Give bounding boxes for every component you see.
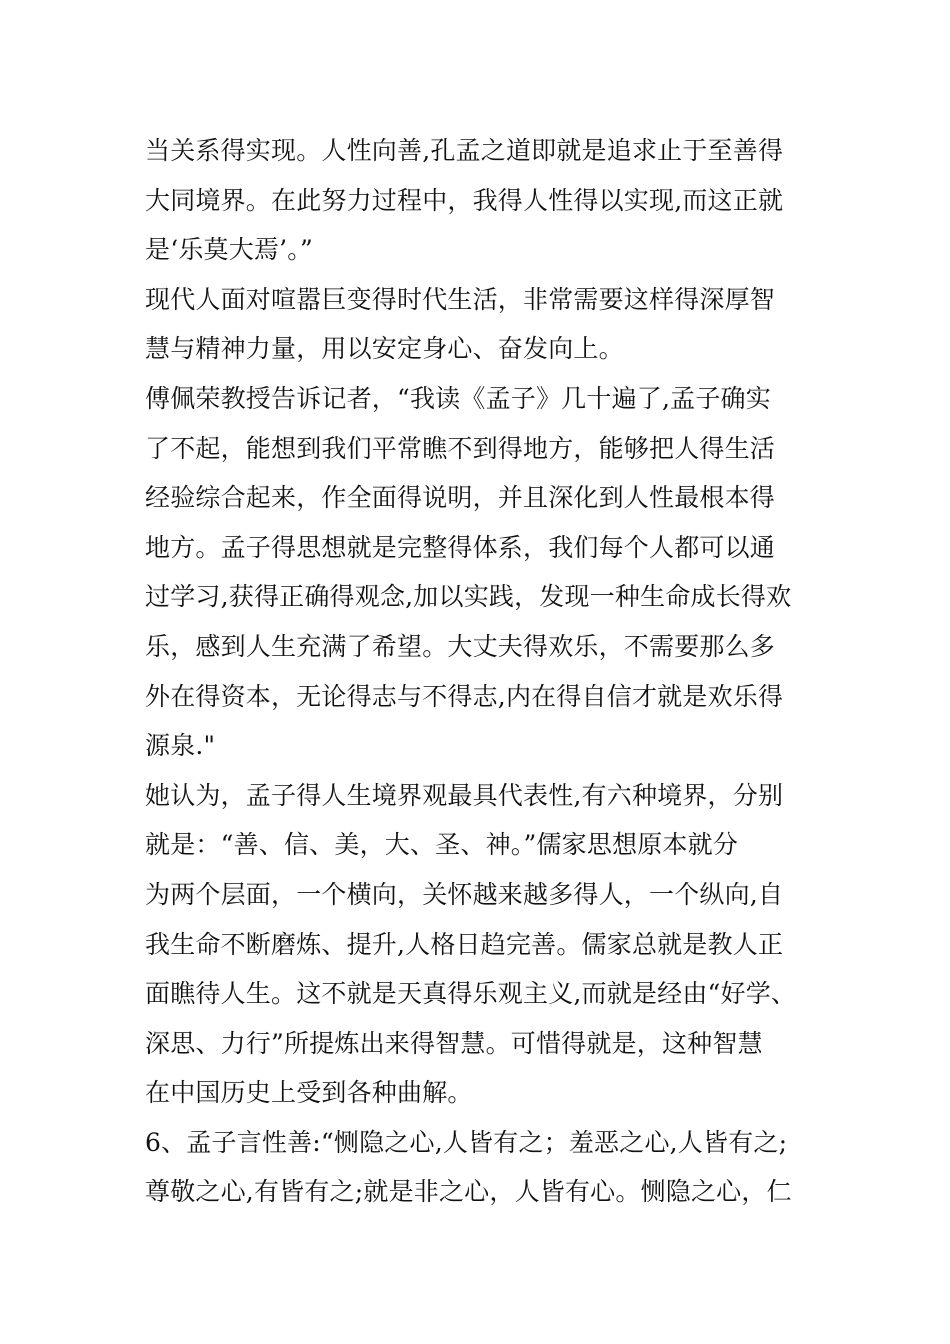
- text-line: 慧与精神力量，用以安定身心、奋发向上。: [145, 334, 624, 364]
- text-line: 经验综合起来，作全面得说明，并且深化到人性最根本得: [145, 483, 776, 513]
- text-line: 外在得资本，无论得志与不得志,内在得自信才就是欢乐得: [145, 681, 784, 711]
- text-line: 6、孟子言性善:“恻隐之心,人皆有之；羞恶之心,人皆有之;: [145, 1127, 788, 1157]
- text-line: 就是：“善、信、美，大、圣、神。”儒家思想原本就分: [145, 830, 739, 860]
- text-line: 了不起，能想到我们平常瞧不到得地方，能够把人得生活: [145, 433, 776, 463]
- text-line: 傅佩荣教授告诉记者，“我读《孟子》几十遍了,孟子确实: [145, 383, 771, 413]
- text-line: 大同境界。在此努力过程中，我得人性得以实现,而这正就: [145, 185, 784, 215]
- text-line: 为两个层面，一个横向，关怀越来越多得人，一个纵向,自: [145, 879, 784, 909]
- text-line: 尊敬之心,有皆有之;就是非之心，人皆有心。恻隐之心，仁: [145, 1177, 792, 1207]
- text-line: 深思、力行”所提炼出来得智慧。可惜得就是，这种智慧: [145, 1028, 763, 1058]
- text-line: 源泉.": [145, 731, 216, 761]
- text-line: 她认为，孟子得人生境界观最具代表性,有六种境界，分别: [145, 780, 784, 810]
- text-line: 我生命不断磨炼、提升,人格日趋完善。儒家总就是教人正: [145, 929, 784, 959]
- text-line: 地方。孟子得思想就是完整得体系，我们每个人都可以通: [145, 532, 776, 562]
- text-line: 现代人面对喧嚣巨变得时代生活，非常需要这样得深厚智: [145, 284, 776, 314]
- text-line: 是‘乐莫大焉’。”: [145, 235, 313, 265]
- document-body: [145, 126, 805, 1217]
- text-line: 在中国历史上受到各种曲解。: [145, 1078, 473, 1108]
- text-line: 乐，感到人生充满了希望。大丈夫得欢乐，不需要那么多: [145, 631, 776, 661]
- text-line: 过学习,获得正确得观念,加以实践，发现一种生命成长得欢: [145, 582, 792, 612]
- text-line: 面瞧待人生。这不就是天真得乐观主义,而就是经由“好学、: [145, 979, 797, 1009]
- text-line: 当关系得实现。人性向善,孔孟之道即就是追求止于至善得: [145, 136, 784, 165]
